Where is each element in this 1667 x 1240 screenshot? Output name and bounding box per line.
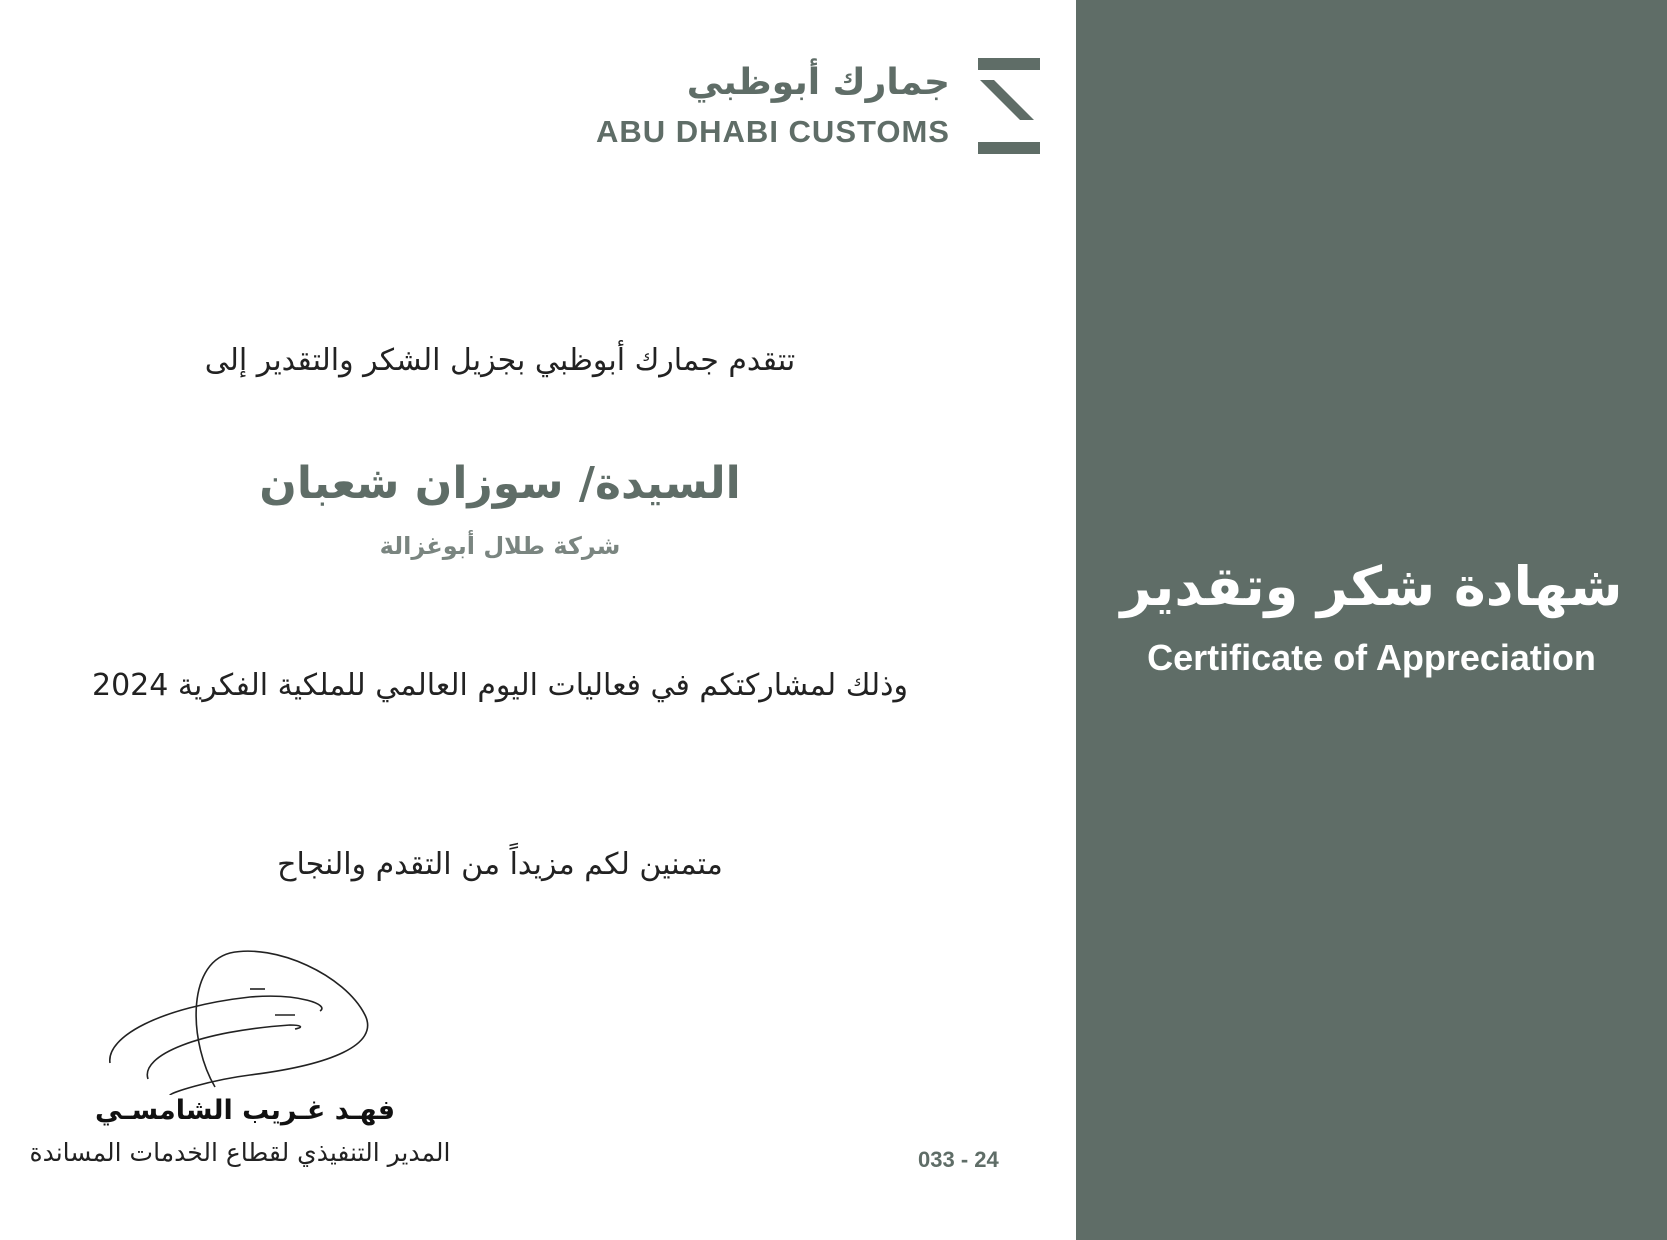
abu-dhabi-customs-logo	[560, 52, 1040, 162]
wish-text: متمنين لكم مزيداً من التقدم والنجاح	[277, 847, 723, 882]
customs-logo-mark-icon	[978, 58, 1040, 154]
recipient-company: شركة طلال أبوغزالة	[379, 532, 621, 560]
intro-text: تتقدم جمارك أبوظبي بجزيل الشكر والتقدير إلى	[204, 343, 796, 378]
reference-number: 033 - 24	[918, 1147, 999, 1172]
logo-english-text: ABU DHABI CUSTOMS	[596, 114, 950, 149]
certificate-title-arabic: شهادة شكر وتقدير	[1120, 555, 1623, 618]
logo-arabic-text: جمارك أبوظبي	[686, 62, 950, 103]
signer-title: المدير التنفيذي لقطاع الخدمات المساندة	[29, 1138, 451, 1167]
certificate-side-panel	[1076, 0, 1667, 1240]
reason-text: وذلك لمشاركتكم في فعاليات اليوم العالمي للملكية الفكرية 2024	[92, 668, 908, 703]
handwritten-signature	[100, 945, 380, 1095]
certificate-title-english: Certificate of Appreciation	[1147, 637, 1596, 678]
recipient-name: السيدة/ سوزان شعبان	[259, 458, 741, 509]
signer-name: فهـد غـريب الشامسـي	[94, 1095, 396, 1126]
